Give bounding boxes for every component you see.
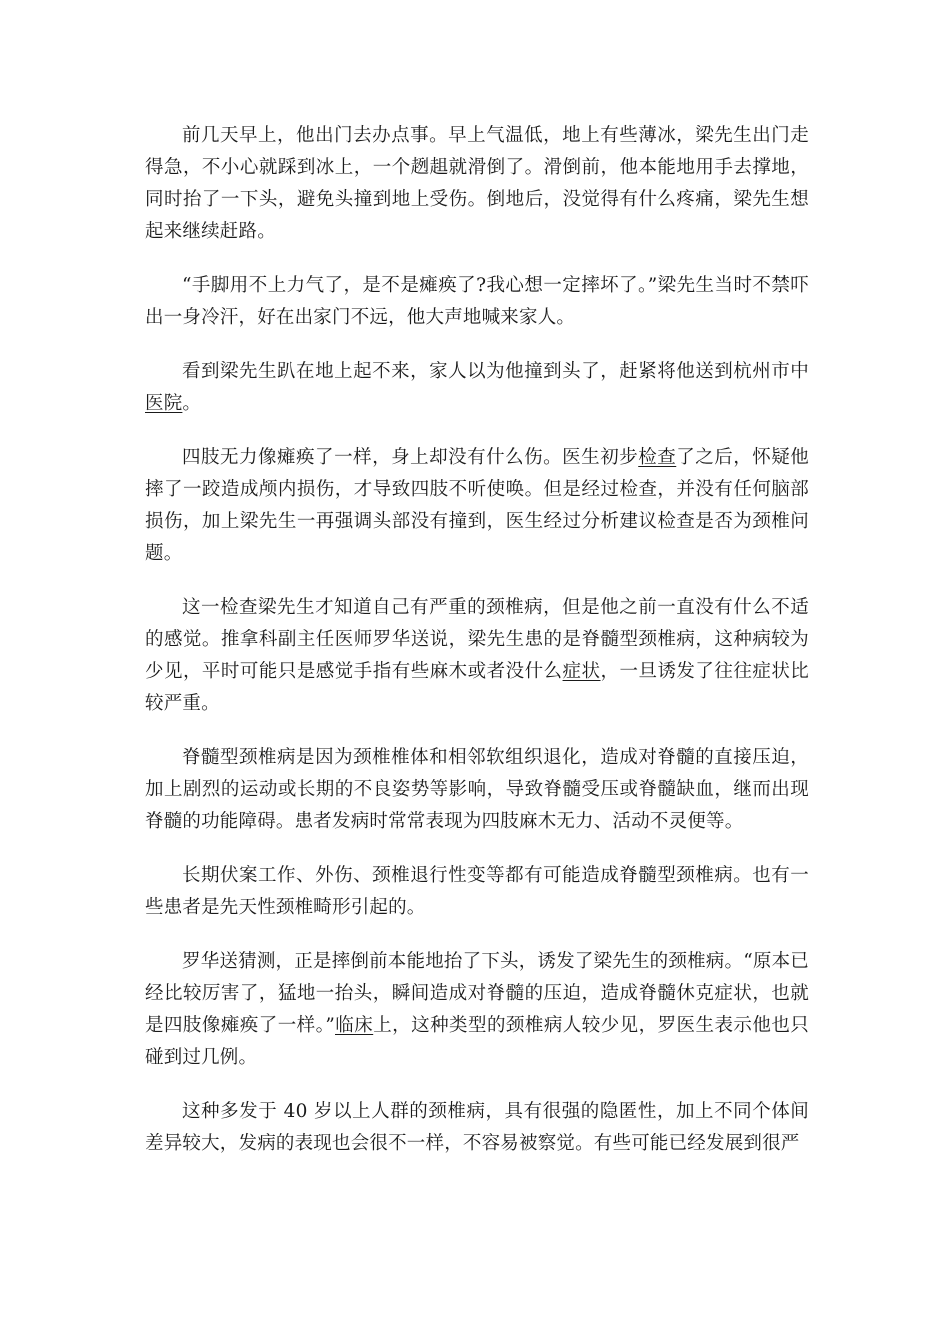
article-paragraph <box>145 946 809 1074</box>
article-paragraph <box>145 356 809 420</box>
paragraph-text: ，一旦诱发了往往症状比较严重。 <box>145 661 810 714</box>
article-paragraph <box>145 1096 809 1160</box>
paragraph-text: 。 <box>182 393 202 414</box>
article-paragraph <box>145 860 809 924</box>
article-paragraph <box>145 592 809 720</box>
article-body <box>145 120 809 1182</box>
inline-link[interactable]: 症状 <box>562 661 601 682</box>
paragraph-text: 上，这种类型的颈椎病人较少见，罗医生表示他也只碰到过几例。 <box>145 1015 809 1068</box>
article-paragraph <box>145 270 809 334</box>
inline-link[interactable]: 医院 <box>145 393 183 414</box>
paragraph-text: 了之后，怀疑他摔了一跤造成颅内损伤，才导致四肢不听使唤。但是经过检查，并没有任何脑部损伤，加上梁先生一再强调头部没有撞到，医生经过分析建议检查是否为颈椎问题。 <box>145 447 810 564</box>
article-paragraph <box>145 442 809 570</box>
paragraph-text: 这一检查梁先生才知道自己有严重的颈椎病，但是他之前一直没有什么不适的感觉。推拿科副主任医师罗华送说，梁先生患的是脊髓型颈椎病，这种病较为少见，平时可能只是感觉手指有些麻木或者没什么 <box>145 597 809 682</box>
paragraph-text: 前几天早上，他出门去办点事。早上气温低，地上有些薄冰，梁先生出门走得急，不小心就踩到冰上，一个趔趄就滑倒了。滑倒前，他本能地用手去撑地，同时抬了一下头，避免头撞到地上受伤。倒地后，没觉得有什么疼痛，梁先生想起来继续赶路。 <box>145 125 809 242</box>
paragraph-text: 脊髓型颈椎病是因为颈椎椎体和相邻软组织退化，造成对脊髓的直接压迫，加上剧烈的运动或长期的不良姿势等影响，导致脊髓受压或脊髓缺血，继而出现脊髓的功能障碍。患者发病时常常表现为四肢麻木无力、活动不灵便等。 <box>145 747 809 832</box>
paragraph-text: 四肢无力像瘫痪了一样，身上却没有什么伤。医生初步 <box>182 447 639 468</box>
paragraph-text: “手脚用不上力气了，是不是瘫痪了?我心想一定摔坏了。”梁先生当时不禁吓出一身冷汗，好在出家门不远，他大声地喊来家人。 <box>145 275 809 328</box>
paragraph-text: 罗华送猜测，正是摔倒前本能地抬了下头，诱发了梁先生的颈椎病。“原本已经比较厉害了，猛地一抬头，瞬间造成对脊髓的压迫，造成脊髓休克症状，也就是四肢像瘫痪了一样。” <box>145 951 809 1036</box>
paragraph-text: 看到梁先生趴在地上起不来，家人以为他撞到头了，赶紧将他送到杭州市中 <box>182 361 809 382</box>
paragraph-text: 长期伏案工作、外伤、颈椎退行性变等都有可能造成脊髓型颈椎病。也有一些患者是先天性颈椎畸形引起的。 <box>145 865 809 918</box>
inline-link[interactable]: 检查 <box>638 447 677 468</box>
inline-link[interactable]: 临床 <box>335 1015 374 1036</box>
article-paragraph <box>145 742 809 838</box>
article-paragraph <box>145 120 809 248</box>
paragraph-text: 这种多发于 40 岁以上人群的颈椎病，具有很强的隐匿性，加上不同个体间差异较大，发病的表现也会很不一样，不容易被察觉。有些可能已经发展到很严 <box>145 1101 809 1154</box>
